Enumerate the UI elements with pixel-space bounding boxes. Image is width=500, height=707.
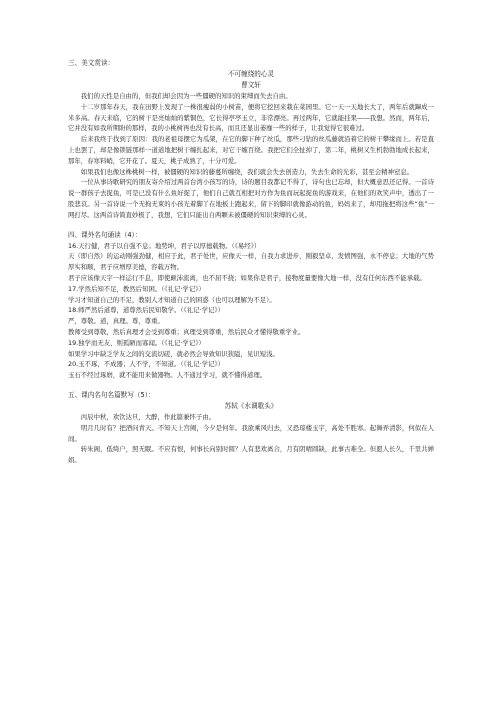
essay-paragraph: 我们的天性是自由的，但我们却会因为一些僵硬的知识的束缚而失去自由。	[80, 92, 292, 100]
essay-title: 不可缠绕的心灵	[227, 70, 275, 78]
section-3-heading: 三、美文赏读：	[68, 59, 115, 67]
essay-paragraph: 一位从事诗歌研究的朋友寄介绍过两首台湾小孩写的诗，诗的题目我都记不得了，诗句也已忘却，但大概意思还记得。一首诗说一群孩子去捉鱼，可是已没有什么鱼好捉了，他们自己就互相把对方作为鱼而玩起捉鱼的游戏来，在他们的欢笑声中，透出了一股悲哀。另一首诗说一个无拘无束的小孩光着脚丫在地板上跑起来，留下的脚印就像游动的鱼，妈妈来了，却用拖把将这些“鱼”一网打尽。这两首诗简直妙极了，我想，它们只能出自两颗未被僵硬的知识束缚的心灵。	[68, 178, 434, 219]
quote-explanation: 教师受到尊敬，然后真理才会受到尊重；真理受到尊重，然后民众才懂得敬重学业。	[68, 327, 305, 336]
poem-title: 苏轼《水调歌头》	[224, 401, 278, 410]
essay-paragraph: 后来我终于找到了原因：我的老祖母摆它为瓜架，在它的脚下种了丝瓜，那些刁钻的丝瓜藤就沿着它的树干攀缘而上。若是直上也罢了，却是像锁链那样一道道地把树干缠扎起来，对它干缠百绕。我把它们全扯掉了，第二年，桃树又生机勃勃地成长起来，那年，春寒料峭，它开花了。夏天，桃子成熟了，十分可爱。	[68, 135, 434, 165]
quote-line: 20.玉不琢，不成器；人不学，不知道。（《礼记·学记》）	[68, 360, 224, 369]
essay-paragraph: 如果我们也像这株桃树一样，被僵硬的知识的藤蔓所缠绕，我们就会失去创造力，失去生命的光彩，甚至会精神窒息。	[80, 167, 414, 176]
quote-explanation: 如果学习中缺乏学友之间的交流切磋，就必然会导致知识狭隘，见识短浅。	[68, 349, 279, 358]
poem-preface: 丙辰中秋，欢饮达旦，大醉，作此篇兼怀子由。	[80, 412, 215, 421]
quote-explanation: 严，尊敬。道，真理。尊，尊重。	[68, 317, 164, 326]
quote-line: 16.天行健，君子以自强不息；地势坤，君子以厚德载物。（《易经》）	[68, 241, 261, 250]
quote-line: 19.独学而无友，则孤陋而寡闻。（《礼记·学记》）	[68, 338, 205, 347]
quote-explanation: 学习才知道自己的不足，教别人才知道自己的困惑（也可以理解为不足）。	[68, 295, 276, 304]
poem-stanza: 转朱阁，低绮户，照无眠。不应有恨，何事长向别时圆？人有悲欢离合，月有阴晴圆缺，此事古难全。但愿人长久，千里共婵娟。	[68, 445, 434, 465]
quote-explanation: 天（即自然）的运动刚强劲健，相应于此，君子处世，应像天一样，自我力求进步，刚毅坚卓，发愤图强，永不停息；大地的气势厚实和顺，君子应增厚美德，容载万物。	[68, 252, 434, 272]
essay-author: 曹文轩	[241, 81, 261, 89]
document-page	[68, 58, 434, 466]
quote-line: 18.师严然后道尊，道尊然后民知敬学。（《礼记·学记》）	[68, 306, 224, 315]
quote-explanation: 君子应该像天宇一样运行不息，即使颠沛流离，也不屈不挠；如果你是君子，接物度量要像大地一样，没有任何东西不能承载。	[68, 273, 426, 282]
quote-line: 17.学然后知不足，教然后知困。（《礼记·学记》）	[68, 284, 205, 293]
quote-explanation: 玉石不经过琢磨，就不能用来做器物。人不通过学习，就不懂得道理。	[68, 371, 267, 380]
essay-paragraph: 十二岁那年春天，我在田野上发现了一株很瘦弱的小树苗，便将它挖回来栽在菜园里。它一天一天地长大了，两年后就蹿成一米多高。春天来临，它的树干是亮灿灿的紫铜色，它长得亭亭玉立，非常漂亮。再过两年，它就能挂果——我想。然而，两年后，它并没有如我所期盼的那样，我的小桃树再也没有长高，而且还显出萎靡一些的样子，让我觉得它很难过。	[68, 102, 434, 133]
section-5-heading: 五、课内名句名篇默写（5）：	[68, 390, 155, 399]
poem-stanza: 明月几时有？把酒问青天。不知天上宫阙，今夕是何年。我欲乘风归去，又恐琼楼玉宇，高处不胜寒。起舞弄清影，何似在人间。	[68, 423, 434, 443]
section-4-heading: 四、课外名句诵读（4）：	[68, 230, 142, 239]
